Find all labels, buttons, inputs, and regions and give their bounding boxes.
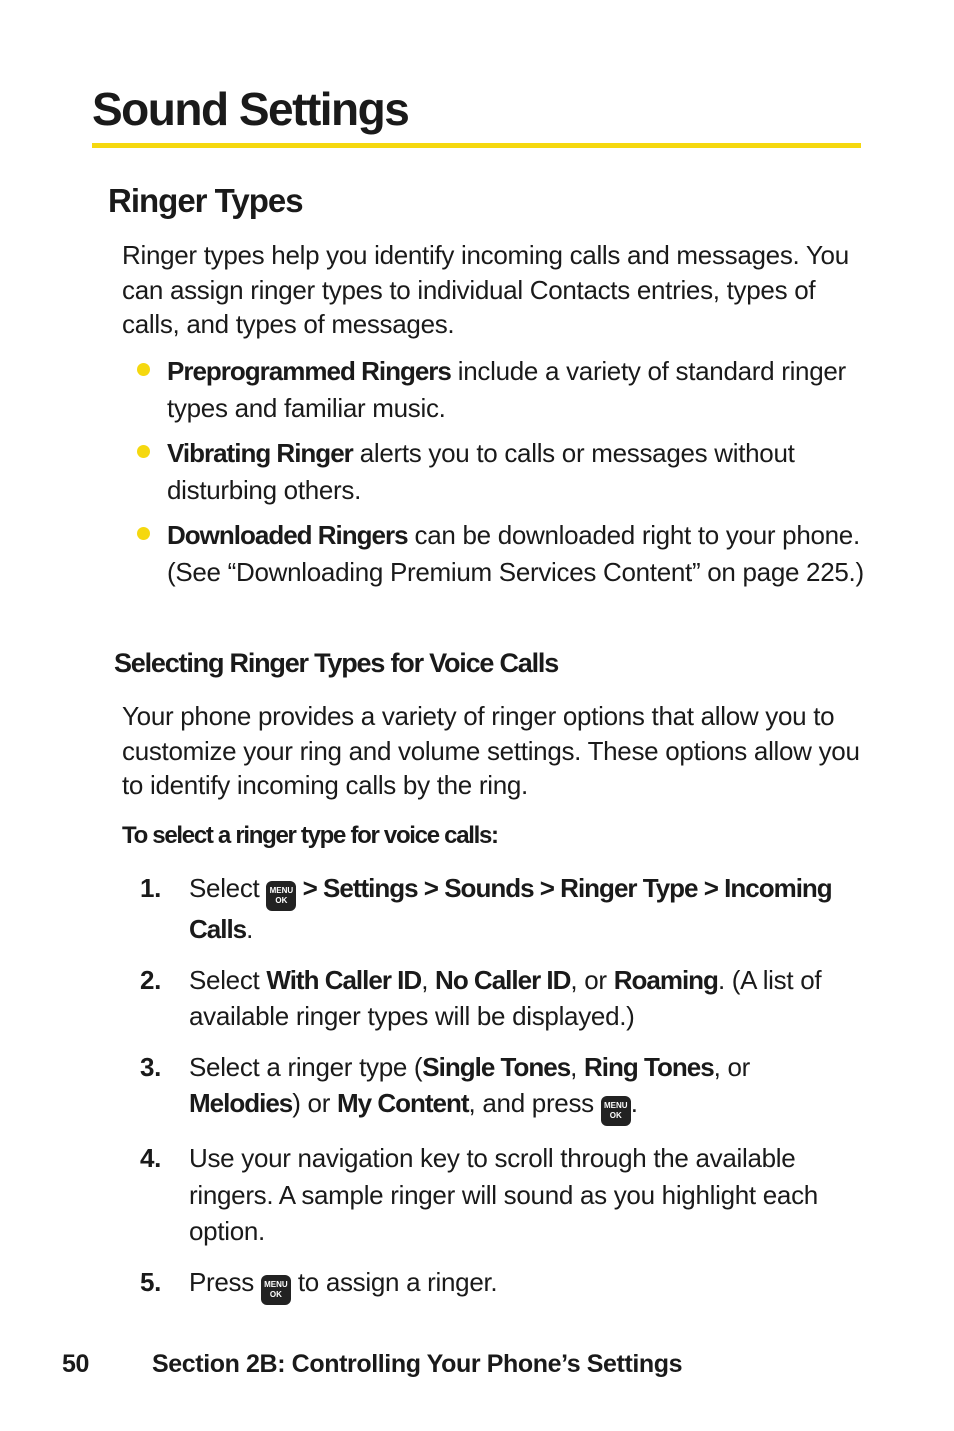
list-item (135, 435, 865, 508)
step-text: , or (713, 1051, 751, 1082)
menu-path: > Settings > Sounds > Ringer Type > Incoming Calls (189, 873, 832, 944)
subsection-heading: Selecting Ringer Types for Voice Calls (114, 648, 559, 678)
step-text: Use your navigation key to scroll through the available ringers. A sample ringer will sound as you highlight each option. (189, 1143, 818, 1246)
option-melodies: Melodies (189, 1088, 293, 1118)
option-no-caller-id: No Caller ID (435, 964, 571, 995)
bullet-text: include a variety of standard ringer types and familiar music. (167, 356, 846, 423)
procedure-heading: To select a ringer type for voice calls: (122, 822, 498, 849)
list-item (135, 353, 865, 426)
step-number: 4. (140, 1143, 162, 1173)
bullet-term: Downloaded Ringers (167, 520, 408, 550)
section-heading: Ringer Types (108, 182, 303, 219)
bullet-icon (137, 527, 150, 540)
step-item (140, 1140, 865, 1250)
option-ring-tones: Ring Tones (584, 1051, 714, 1082)
step-text: . (246, 914, 254, 944)
menu-ok-key-icon: MENU OK (261, 1275, 291, 1305)
step-text: Press (189, 1266, 261, 1297)
title-rule (92, 143, 861, 148)
bullet-term: Preprogrammed Ringers (167, 356, 451, 386)
step-text: Select (189, 873, 267, 903)
step-text: , (421, 964, 436, 995)
footer-section-title: Section 2B: Controlling Your Phone’s Settings (152, 1350, 683, 1378)
step-text: . (A list of available ringer types will be displayed.) (189, 964, 822, 1031)
list-item (135, 517, 865, 590)
step-item (140, 1049, 865, 1127)
step-number: 1. (140, 873, 162, 903)
step-text: , (570, 1051, 585, 1082)
step-text: ) or (292, 1088, 337, 1118)
step-number: 5. (140, 1266, 162, 1297)
section-intro: Ringer types help you identify incoming calls and messages. You can assign ringer types to individual Contacts entries, types of calls, and types of messages. (122, 240, 849, 339)
procedure-steps (140, 870, 865, 1319)
step-text: , or (570, 964, 614, 995)
subsection-intro: Your phone provides a variety of ringer options that allow you to customize your ring and volume settings. These options allow you to identify incoming calls by the ring. (122, 701, 860, 800)
step-text: Select (189, 964, 267, 995)
option-roaming: Roaming (613, 964, 718, 995)
step-text: to assign a ringer. (290, 1266, 498, 1297)
option-single-tones: Single Tones (422, 1051, 571, 1082)
step-text: , and press (468, 1088, 601, 1118)
bullet-text: can be downloaded right to your phone. (See “Downloading Premium Services Content” on page 225.) (167, 520, 864, 587)
step-number: 3. (140, 1051, 162, 1082)
bullet-icon (137, 363, 150, 376)
step-text: Select a ringer type ( (189, 1051, 423, 1082)
bullet-text: alerts you to calls or messages without disturbing others. (167, 438, 795, 505)
bullet-term: Vibrating Ringer (167, 438, 353, 468)
option-my-content: My Content (336, 1088, 469, 1118)
step-item (140, 1264, 865, 1305)
option-with-caller-id: With Caller ID (266, 964, 422, 995)
menu-ok-key-icon: MENU OK (266, 881, 296, 911)
ringer-types-list (135, 353, 865, 599)
bullet-icon (137, 445, 150, 458)
step-number: 2. (140, 964, 162, 995)
page-title: Sound Settings (92, 83, 409, 135)
step-item (140, 962, 865, 1035)
step-text: . (630, 1088, 638, 1118)
step-item (140, 870, 865, 948)
menu-ok-key-icon: MENU OK (601, 1096, 631, 1126)
page-number: 50 (62, 1350, 90, 1378)
